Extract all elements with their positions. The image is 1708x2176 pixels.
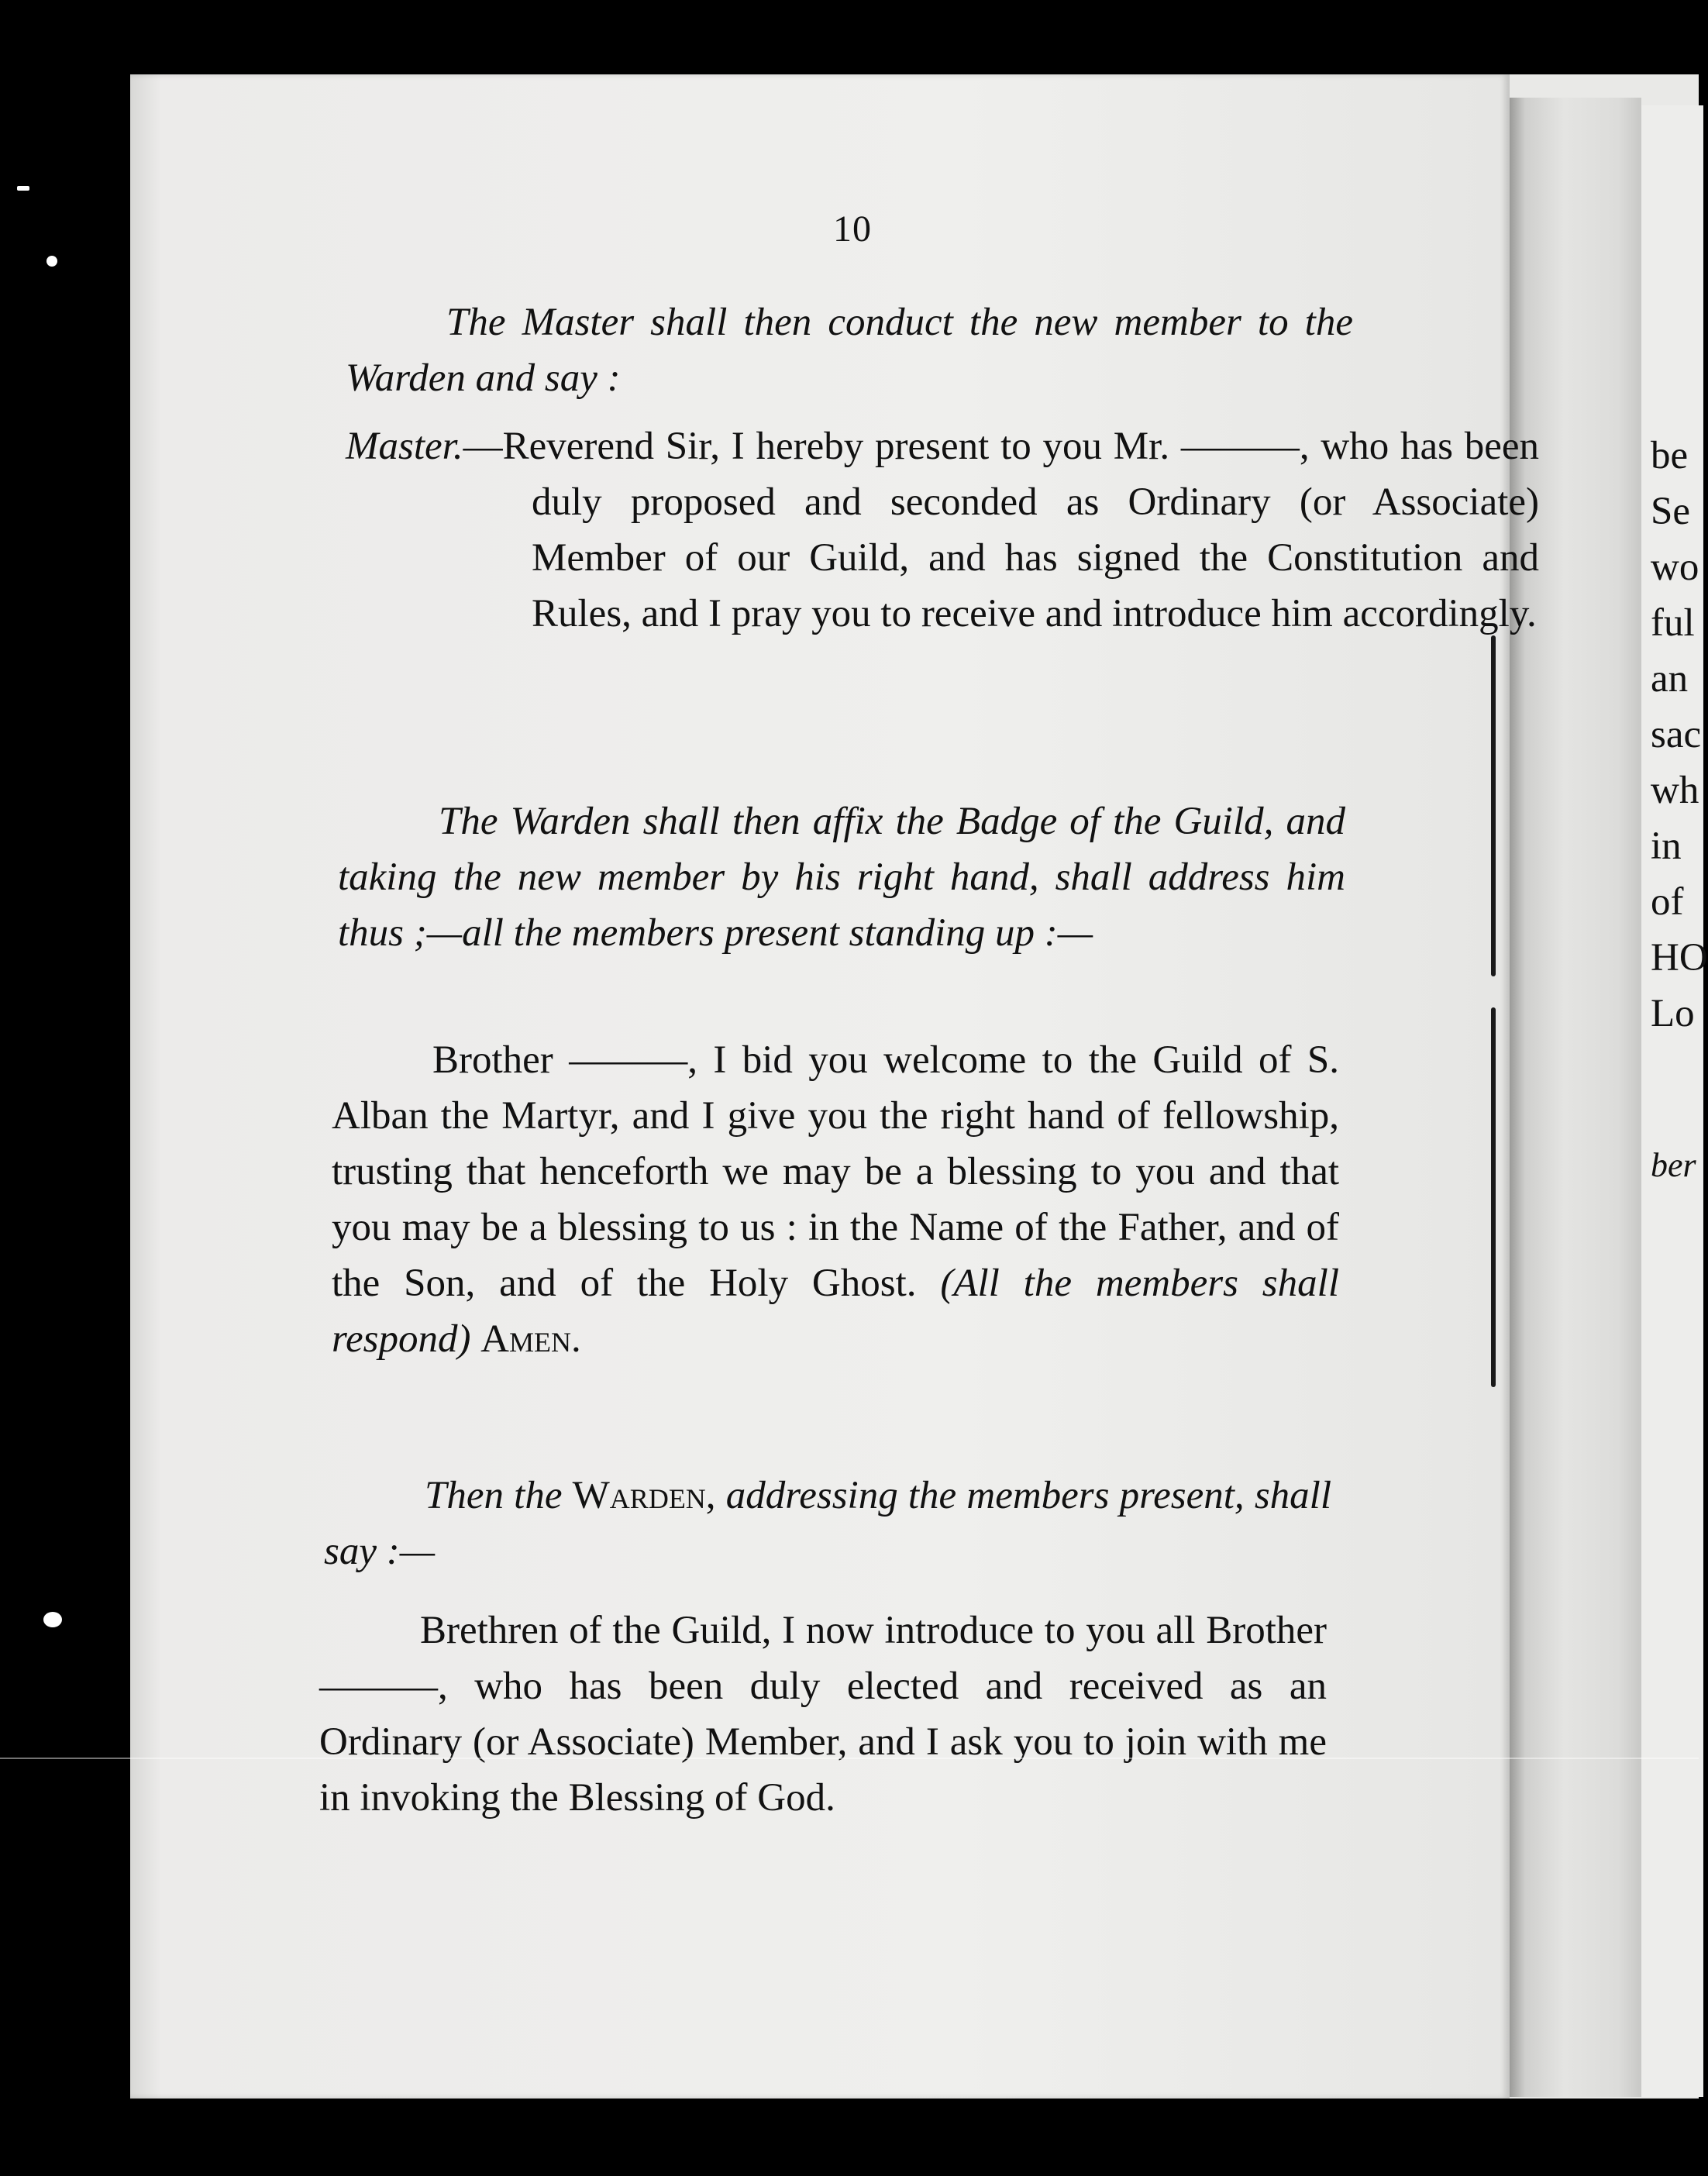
master-speech xyxy=(346,418,1539,642)
rubric-master-conducts-text: The Master shall then conduct the new member to the Warden and say : xyxy=(346,301,1353,400)
facing-page-fragment: in xyxy=(1651,825,1682,868)
facing-page-fragment: an xyxy=(1651,657,1689,701)
scan-fleck xyxy=(43,1612,62,1627)
rubric-warden-addresses-post: addressing the members present, shall say :— xyxy=(324,1474,1332,1573)
scan-fleck xyxy=(17,186,29,191)
warden-welcome-text: Brother ———, I bid you welcome to the Guild of S. Alban the Martyr, and I give you the right hand of fellowship, trusting that henceforth we may be a blessing to you and that you may be a blessing to us : in the Name of the Father, and of the Son, and of the Holy Ghost. xyxy=(332,1038,1339,1305)
facing-page-fragment: be xyxy=(1651,434,1689,477)
facing-page-fragment: wh xyxy=(1651,769,1699,812)
facing-page-fragment: of xyxy=(1651,880,1684,924)
rubric-warden-addresses xyxy=(324,1468,1331,1579)
right-page xyxy=(1641,105,1703,2097)
members-respond-rubric: (All the members shall respond) xyxy=(332,1262,1339,1361)
facing-page-fragment: Lo xyxy=(1651,992,1695,1035)
book-gutter xyxy=(1510,98,1641,2097)
facing-page-fragment: Se xyxy=(1651,490,1690,533)
rubric-warden-affix-badge-text: The Warden shall then affix the Badge of the Guild, and taking the new member by his right hand, shall address him thus ;—all the members present standing up :— xyxy=(338,800,1345,955)
facing-page-fragment: HO xyxy=(1651,936,1708,980)
warden-introduce-text: Brethren of the Guild, I now introduce to you all Brother ———, who has been duly elected and received as an Ordinary (or Associate) Member, and I ask you to join with me in invoking the Blessing of God. xyxy=(319,1609,1327,1820)
warden-welcome-speech xyxy=(332,1032,1339,1367)
scan-fleck xyxy=(46,256,57,267)
binding-stitch-lower xyxy=(1491,1007,1496,1387)
rubric-warden-addresses-pre: Then the xyxy=(425,1474,563,1517)
master-speaker-label: Master. xyxy=(346,425,463,468)
rubric-warden-name: Warden, xyxy=(572,1474,716,1517)
rubric-master-conducts xyxy=(346,294,1353,406)
facing-page-fragment: ful xyxy=(1651,601,1695,645)
scan-artifact-line xyxy=(0,1758,1699,1759)
rubric-warden-affix-badge xyxy=(338,794,1345,961)
facing-page-fragment: sac xyxy=(1651,713,1702,756)
facing-page-fragment: ber xyxy=(1651,1146,1696,1184)
page-number: 10 xyxy=(833,208,872,250)
amen-response: Amen. xyxy=(480,1317,581,1361)
facing-page-fragment: wo xyxy=(1651,546,1699,589)
warden-introduce-speech xyxy=(319,1603,1327,1826)
master-speech-text: —Reverend Sir, I hereby present to you Mr. ———, who has been duly proposed and seconded as Ordinary (or Associate) Member of our Guild, and has signed the Constitution and Rules, and I pray you to receive and introduce him accordingly. xyxy=(463,425,1539,635)
binding-stitch-upper xyxy=(1491,635,1496,976)
